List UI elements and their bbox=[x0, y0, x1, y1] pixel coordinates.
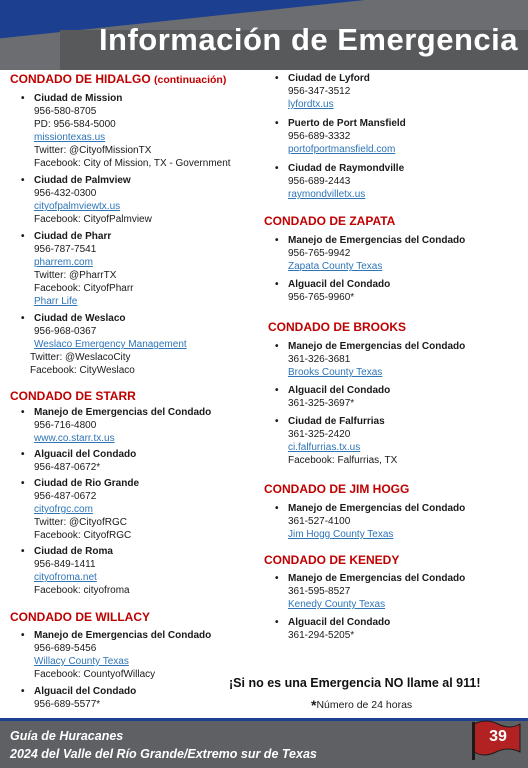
entry-phone: 361-294-5205* bbox=[288, 630, 355, 641]
entry-name: Manejo de Emergencias del Condado bbox=[288, 503, 466, 514]
kenedy-list bbox=[264, 572, 526, 642]
entry-name: Ciudad de Roma bbox=[34, 546, 113, 557]
zapata-list bbox=[264, 234, 526, 304]
willacy-cont-list bbox=[264, 72, 526, 201]
entry-name: Alguacil del Condado bbox=[288, 279, 391, 290]
footer-stripe bbox=[0, 718, 528, 721]
entry-facebook: Facebook: CountyofWillacy bbox=[34, 669, 156, 680]
entry-name: Alguacil del Condado bbox=[34, 686, 137, 697]
entry-phone: 956-689-3332 bbox=[288, 131, 351, 142]
entry-link[interactable]: ci.falfurrias.tx.us bbox=[288, 442, 361, 453]
entry-link[interactable]: cityofrgc.com bbox=[34, 504, 93, 515]
entry-name: Ciudad de Lyford bbox=[288, 73, 370, 84]
entry-phone: 956-689-5456 bbox=[34, 643, 97, 654]
list-item: • Manejo de Emergencias del Condado 956-689-5456 Willacy County Texas Facebook: CountyofWillacy bbox=[10, 629, 260, 681]
footnote-star: * bbox=[311, 697, 317, 713]
starr-list bbox=[10, 406, 260, 597]
entry-name: Ciudad de Rio Grande bbox=[34, 478, 140, 489]
entry-link[interactable]: cityofpalmviewtx.us bbox=[34, 201, 121, 212]
non-emergency-warning: ¡Si no es una Emergencia NO llame al 911! bbox=[229, 676, 481, 690]
section-heading-brooks: CONDADO DE BROOKS bbox=[268, 320, 407, 334]
entry-link[interactable]: Jim Hogg County Texas bbox=[288, 529, 394, 540]
list-item: • Alguacil del Condado 956-765-9960* bbox=[264, 278, 526, 304]
section-heading-hidalgo: CONDADO DE HIDALGO (continuación) bbox=[10, 72, 227, 86]
list-item: • Alguacil del Condado 956-487-0672* bbox=[10, 448, 260, 474]
list-item: • Ciudad de Raymondville 956-689-2443 raymondvilletx.us bbox=[264, 162, 526, 201]
entry-phone: 956-487-0672* bbox=[34, 462, 101, 473]
entry-name: Ciudad de Mission bbox=[34, 93, 123, 104]
entry-phone: 361-325-3697* bbox=[288, 398, 355, 409]
list-item: • Ciudad de Mission 956-580-8705 PD: 956-584-5000 missiontexas.us Twitter: @CityofMissionTX Facebook: City of Mission, TX - Government bbox=[10, 92, 260, 170]
list-item: • Ciudad de Palmview 956-432-0300 cityofpalmviewtx.us Facebook: CityofPalmview bbox=[10, 174, 260, 226]
section-heading-kenedy: CONDADO DE KENEDY bbox=[264, 553, 400, 567]
entry-link[interactable]: Weslaco Emergency Management bbox=[34, 339, 187, 350]
entry-twitter: Twitter: @WeslacoCity bbox=[30, 352, 131, 363]
brooks-list bbox=[264, 340, 526, 467]
entry-link[interactable]: www.co.starr.tx.us bbox=[34, 433, 115, 444]
entry-name: Manejo de Emergencias del Condado bbox=[288, 341, 466, 352]
entry-facebook: Facebook: CityofRGC bbox=[34, 530, 132, 541]
entry-phone: 956-716-4800 bbox=[34, 420, 97, 431]
page-number: 39 bbox=[489, 728, 507, 745]
footer-guide-subtitle: 2024 del Valle del Río Grande/Extremo sur de Texas bbox=[10, 747, 317, 761]
entry-phone: 956-689-5577* bbox=[34, 699, 101, 710]
entry-link[interactable]: Zapata County Texas bbox=[288, 261, 383, 272]
entry-phone: 956-765-9942 bbox=[288, 248, 351, 259]
list-item: • Manejo de Emergencias del Condado 361-326-3681 Brooks County Texas bbox=[264, 340, 526, 379]
left-column bbox=[10, 72, 260, 711]
footnote-text: Número de 24 horas bbox=[316, 699, 413, 711]
entry-name: Manejo de Emergencias del Condado bbox=[34, 630, 212, 641]
hidalgo-list bbox=[10, 92, 260, 377]
entry-pd-phone: PD: 956-584-5000 bbox=[34, 119, 116, 130]
entry-facebook: Facebook: City of Mission, TX - Government bbox=[34, 158, 231, 169]
list-item: • Ciudad de Weslaco 956-968-0367 Weslaco Emergency Management Twitter: @WeslacoCity Facebook: CityWeslaco bbox=[10, 312, 260, 377]
entry-link-secondary[interactable]: Pharr Life bbox=[34, 296, 78, 307]
entry-phone: 361-325-2420 bbox=[288, 429, 351, 440]
entry-name: Puerto de Port Mansfield bbox=[288, 118, 406, 129]
page-title: Información de Emergencia bbox=[98, 22, 518, 57]
list-item: • Ciudad de Pharr 956-787-7541 pharrem.com Twitter: @PharrTX Facebook: CityofPharr Pharr Life bbox=[10, 230, 260, 308]
entry-link[interactable]: raymondvilletx.us bbox=[288, 189, 366, 200]
entry-facebook: Facebook: cityofroma bbox=[34, 585, 130, 596]
entry-phone: 956-487-0672 bbox=[34, 491, 97, 502]
section-heading-willacy: CONDADO DE WILLACY bbox=[10, 610, 150, 624]
willacy-list bbox=[10, 629, 260, 711]
entry-facebook: Facebook: CityofPharr bbox=[34, 283, 134, 294]
entry-name: Ciudad de Pharr bbox=[34, 231, 112, 242]
jimhogg-list bbox=[264, 502, 526, 541]
entry-phone: 956-432-0300 bbox=[34, 188, 97, 199]
entry-phone: 956-849-1411 bbox=[34, 559, 96, 570]
section-heading-zapata: CONDADO DE ZAPATA bbox=[264, 214, 396, 228]
entry-phone: 361-326-3681 bbox=[288, 354, 351, 365]
list-item: • Manejo de Emergencias del Condado 361-595-8527 Kenedy County Texas bbox=[264, 572, 526, 611]
entry-name: Ciudad de Falfurrias bbox=[288, 416, 385, 427]
list-item: • Manejo de Emergencias del Condado 956-765-9942 Zapata County Texas bbox=[264, 234, 526, 273]
entry-phone: 361-527-4100 bbox=[288, 516, 351, 527]
entry-name: Ciudad de Raymondville bbox=[288, 163, 405, 174]
list-item: • Manejo de Emergencias del Condado 956-716-4800 www.co.starr.tx.us bbox=[10, 406, 260, 445]
entry-link[interactable]: Willacy County Texas bbox=[34, 656, 129, 667]
right-column bbox=[264, 72, 526, 642]
list-item: • Alguacil del Condado 361-294-5205* bbox=[264, 616, 526, 642]
entry-twitter: Twitter: @CityofRGC bbox=[34, 517, 127, 528]
list-item: • Ciudad de Falfurrias 361-325-2420 ci.falfurrias.tx.us Facebook: Falfurrias, TX bbox=[264, 415, 526, 467]
entry-link[interactable]: lyfordtx.us bbox=[288, 99, 334, 110]
list-item: • Alguacil del Condado 956-689-5577* bbox=[10, 685, 260, 711]
entry-name: Alguacil del Condado bbox=[288, 617, 391, 628]
entry-link[interactable]: portofportmansfield.com bbox=[288, 144, 396, 155]
entry-twitter: Twitter: @CityofMissionTX bbox=[34, 145, 152, 156]
list-item: • Ciudad de Roma 956-849-1411 cityofroma.net Facebook: cityofroma bbox=[10, 545, 260, 597]
footer-guide-title: Guía de Huracanes bbox=[10, 729, 124, 743]
entry-phone: 956-689-2443 bbox=[288, 176, 351, 187]
entry-facebook: Facebook: CityofPalmview bbox=[34, 214, 152, 225]
entry-phone: 361-595-8527 bbox=[288, 586, 351, 597]
entry-facebook: Facebook: Falfurrias, TX bbox=[288, 455, 398, 466]
entry-name: Alguacil del Condado bbox=[34, 449, 137, 460]
list-item: • Puerto de Port Mansfield 956-689-3332 portofportmansfield.com bbox=[264, 117, 526, 156]
entry-link[interactable]: pharrem.com bbox=[34, 257, 93, 268]
entry-phone: 956-347-3512 bbox=[288, 86, 351, 97]
list-item: • Manejo de Emergencias del Condado 361-527-4100 Jim Hogg County Texas bbox=[264, 502, 526, 541]
entry-twitter: Twitter: @PharrTX bbox=[34, 270, 117, 281]
entry-name: Manejo de Emergencias del Condado bbox=[288, 235, 466, 246]
entry-link[interactable]: missiontexas.us bbox=[34, 132, 106, 143]
entry-phone: 956-580-8705 bbox=[34, 106, 97, 117]
entry-name: Manejo de Emergencias del Condado bbox=[288, 573, 466, 584]
section-heading-jim-hogg: CONDADO DE JIM HOGG bbox=[264, 482, 410, 496]
entry-name: Ciudad de Palmview bbox=[34, 175, 131, 186]
page-header bbox=[0, 0, 528, 70]
entry-name: Alguacil del Condado bbox=[288, 385, 391, 396]
entry-phone: 956-765-9960* bbox=[288, 292, 355, 303]
footnote-24-hours bbox=[311, 697, 412, 713]
entry-phone: 956-968-0367 bbox=[34, 326, 97, 337]
entry-link[interactable]: Brooks County Texas bbox=[288, 367, 383, 378]
entry-phone: 956-787-7541 bbox=[34, 244, 97, 255]
entry-link[interactable]: Kenedy County Texas bbox=[288, 599, 386, 610]
entry-name: Ciudad de Weslaco bbox=[34, 313, 126, 324]
list-item: • Ciudad de Rio Grande 956-487-0672 cityofrgc.com Twitter: @CityofRGC Facebook: CityofRGC bbox=[10, 477, 260, 542]
entry-name: Manejo de Emergencias del Condado bbox=[34, 407, 212, 418]
section-heading-starr: CONDADO DE STARR bbox=[10, 389, 136, 403]
entry-link[interactable]: cityofroma.net bbox=[34, 572, 97, 583]
list-item: • Ciudad de Lyford 956-347-3512 lyfordtx.us bbox=[264, 72, 526, 111]
list-item: • Alguacil del Condado 361-325-3697* bbox=[264, 384, 526, 410]
page-footer bbox=[0, 718, 528, 768]
entry-facebook: Facebook: CityWeslaco bbox=[30, 365, 135, 376]
